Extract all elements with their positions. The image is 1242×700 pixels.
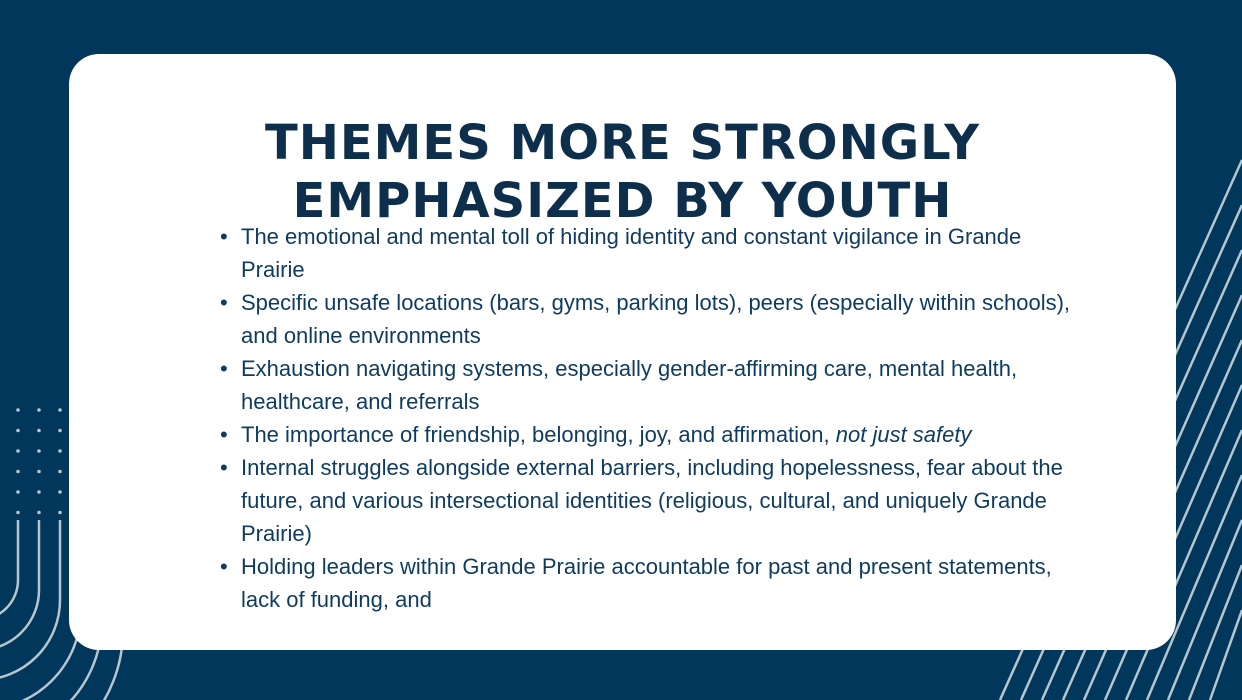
dot <box>37 490 41 494</box>
dot <box>58 449 62 453</box>
dot <box>58 408 62 412</box>
list-item: • Holding leaders within Grande Prairie accountable for past and present statements, lack of funding, and <box>241 550 1071 616</box>
dot <box>58 490 62 494</box>
dot <box>37 470 41 474</box>
list-item-text: The importance of friendship, belonging, joy, and affirmation, <box>241 422 836 447</box>
dot <box>37 408 41 412</box>
themes-list <box>219 220 1071 616</box>
dot <box>16 470 20 474</box>
title-line-2: EMPHASIZED BY YOUTH <box>292 173 953 230</box>
content-card <box>69 54 1176 650</box>
list-item-emphasis: not just safety <box>835 422 972 447</box>
dot <box>37 511 41 515</box>
list-item: • Internal struggles alongside external barriers, including hopelessness, fear about the future, and various intersectional identities (religious, cultural, and uniquely Grande Prairie) <box>241 451 1071 550</box>
dot <box>16 490 20 494</box>
dot <box>58 470 62 474</box>
dot <box>16 511 20 515</box>
dot <box>16 429 20 433</box>
dot <box>58 511 62 515</box>
slide-title <box>69 114 1176 230</box>
list-item <box>241 418 1071 451</box>
list-item: • Specific unsafe locations (bars, gyms, parking lots), peers (especially within schools), and online environments <box>241 286 1071 352</box>
list-item: • The emotional and mental toll of hiding identity and constant vigilance in Grande Prairie <box>241 220 1071 286</box>
dot <box>37 429 41 433</box>
dot <box>37 449 41 453</box>
dot <box>58 429 62 433</box>
dot <box>16 449 20 453</box>
list-item: • Exhaustion navigating systems, especially gender-affirming care, mental health, healthcare, and referrals <box>241 352 1071 418</box>
title-line-1: THEMES MORE STRONGLY <box>264 115 981 172</box>
dot <box>16 408 20 412</box>
